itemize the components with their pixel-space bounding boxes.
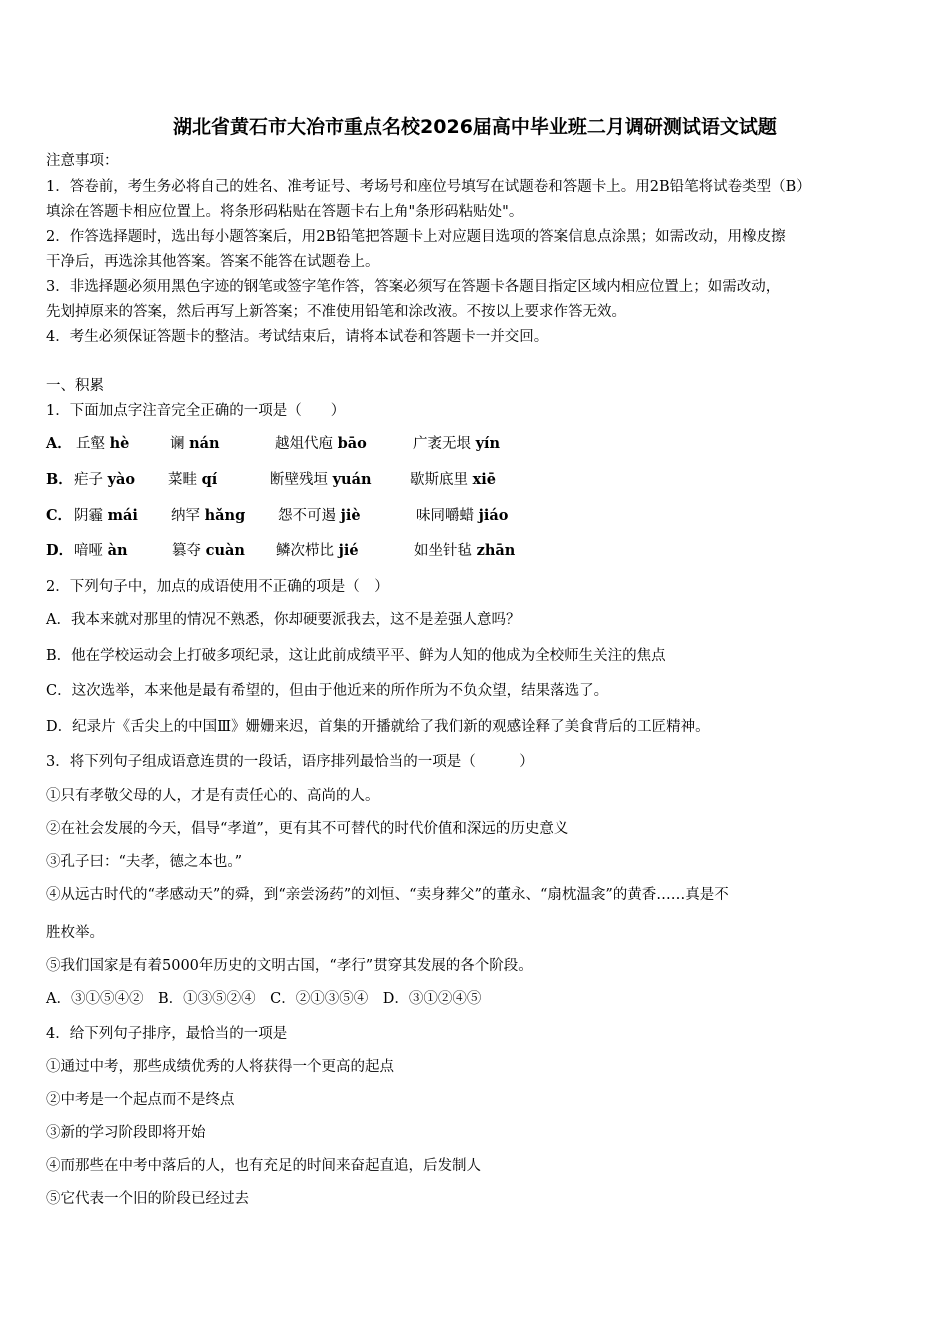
q4-sentence-2: ②中考是一个起点而不是终点 <box>46 1092 235 1108</box>
option-item: 味同嚼蜡 jiáo <box>416 507 509 524</box>
q2-option-a: A．我本来就对那里的情况不熟悉，你却硬要派我去，这不是差强人意吗？ <box>46 612 521 628</box>
q3-sentence-5: ⑤我们国家是有着5000年历史的文明古国，“孝行”贯穿其发展的各个阶段。 <box>46 958 533 974</box>
q4-sentence-4: ④而那些在中考中落后的人，也有充足的时间来奋起直追，后发制人 <box>46 1158 481 1174</box>
notice-heading: 注意事项： <box>46 153 119 169</box>
q1-option-row-a <box>46 434 606 456</box>
notice-item-2a: 2．作答选择题时，选出每小题答案后，用2B铅笔把答题卡上对应题目选项的答案信息点涂黑；如需改动，用橡皮擦 <box>46 229 786 245</box>
option-item: 喑哑 àn <box>74 542 128 559</box>
option-label: D． <box>46 542 74 559</box>
option-label: A． <box>46 435 72 452</box>
option-item: 鳞次栉比 jié <box>276 542 359 559</box>
notice-item-3b: 先划掉原来的答案，然后再写上新答案；不准使用铅笔和涂改液。不按以上要求作答无效。 <box>46 304 626 320</box>
q3-sentence-1: ①只有孝敬父母的人，才是有责任心的、高尚的人。 <box>46 788 380 804</box>
q2-option-d: D．纪录片《舌尖上的中国Ⅲ》姗姗来迟，首集的开播就给了我们新的观感诠释了美食背后的工匠精神。 <box>46 719 710 735</box>
q2-option-b: B．他在学校运动会上打破多项纪录，这让此前成绩平平、鲜为人知的他成为全校师生关注的焦点 <box>46 648 666 664</box>
notice-item-1a: 1．答卷前，考生务必将自己的姓名、准考证号、考场号和座位号填写在试题卷和答题卡上。用2B铅笔将试卷类型（B） <box>46 179 811 195</box>
q3-options: A．③①⑤④② B．①③⑤②④ C．②①③⑤④ D．③①②④⑤ <box>46 991 482 1007</box>
option-label: B． <box>46 471 73 488</box>
q1-option-row-d <box>46 541 606 563</box>
q2-stem: 2．下列句子中，加点的成语使用不正确的项是（ ） <box>46 579 389 595</box>
q3-sentence-2: ②在社会发展的今天，倡导“孝道”，更有其不可替代的时代价值和深远的历史意义 <box>46 821 569 837</box>
option-item: 纳罕 hǎng <box>171 507 246 524</box>
option-item: 疟子 yào <box>74 471 136 488</box>
q3-sentence-4a: ④从远古时代的“孝感动天”的舜，到“亲尝汤药”的刘恒、“卖身葬父”的董永、“扇枕温衾”的黄香……真是不 <box>46 887 729 903</box>
option-item: 菜畦 qí <box>168 471 218 488</box>
q3-sentence-4b: 胜枚举。 <box>46 925 104 941</box>
option-label: C． <box>46 507 73 524</box>
q4-stem: 4．给下列句子排序，最恰当的一项是 <box>46 1026 288 1042</box>
q4-sentence-3: ③新的学习阶段即将开始 <box>46 1125 206 1141</box>
q2-option-c: C．这次选举，本来他是最有希望的，但由于他近来的所作所为不负众望，结果落选了。 <box>46 683 609 699</box>
q1-stem: 1．下面加点字注音完全正确的一项是（ ） <box>46 403 346 419</box>
option-item: 怨不可遏 jiè <box>278 507 361 524</box>
option-item: 谰 nán <box>170 435 220 452</box>
q3-sentence-3: ③孔子曰：“夫孝，德之本也。” <box>46 854 243 870</box>
notice-item-4: 4．考生必须保证答题卡的整洁。考试结束后，请将本试卷和答题卡一并交回。 <box>46 329 549 345</box>
option-item: 广袤无垠 yín <box>413 435 501 452</box>
q4-sentence-5: ⑤它代表一个旧的阶段已经过去 <box>46 1191 249 1207</box>
q1-option-row-c <box>46 506 606 528</box>
option-item: 如坐针毡 zhān <box>414 542 516 559</box>
q1-option-row-b <box>46 470 606 492</box>
notice-item-1b: 填涂在答题卡相应位置上。将条形码粘贴在答题卡右上角"条形码粘贴处"。 <box>46 204 524 220</box>
option-item: 阴霾 mái <box>74 507 138 524</box>
option-item: 丘壑 hè <box>76 435 130 452</box>
notice-item-3a: 3．非选择题必须用黑色字迹的钢笔或签字笔作答，答案必须写在答题卡各题目指定区域内相应位置上；如需改动， <box>46 279 781 295</box>
notice-item-2b: 干净后，再选涂其他答案。答案不能答在试题卷上。 <box>46 254 380 270</box>
q4-sentence-1: ①通过中考，那些成绩优秀的人将获得一个更高的起点 <box>46 1059 394 1075</box>
document-title: 湖北省黄石市大冶市重点名校2026届高中毕业班二月调研测试语文试题 <box>173 116 777 138</box>
option-item: 越俎代庖 bāo <box>275 435 367 452</box>
section-heading: 一、积累 <box>46 378 104 394</box>
option-item: 篡夺 cuàn <box>172 542 245 559</box>
option-item: 歇斯底里 xiē <box>410 471 496 488</box>
option-item: 断壁残垣 yuán <box>270 471 372 488</box>
q3-stem: 3．将下列句子组成语意连贯的一段话，语序排列最恰当的一项是（ ） <box>46 754 534 770</box>
